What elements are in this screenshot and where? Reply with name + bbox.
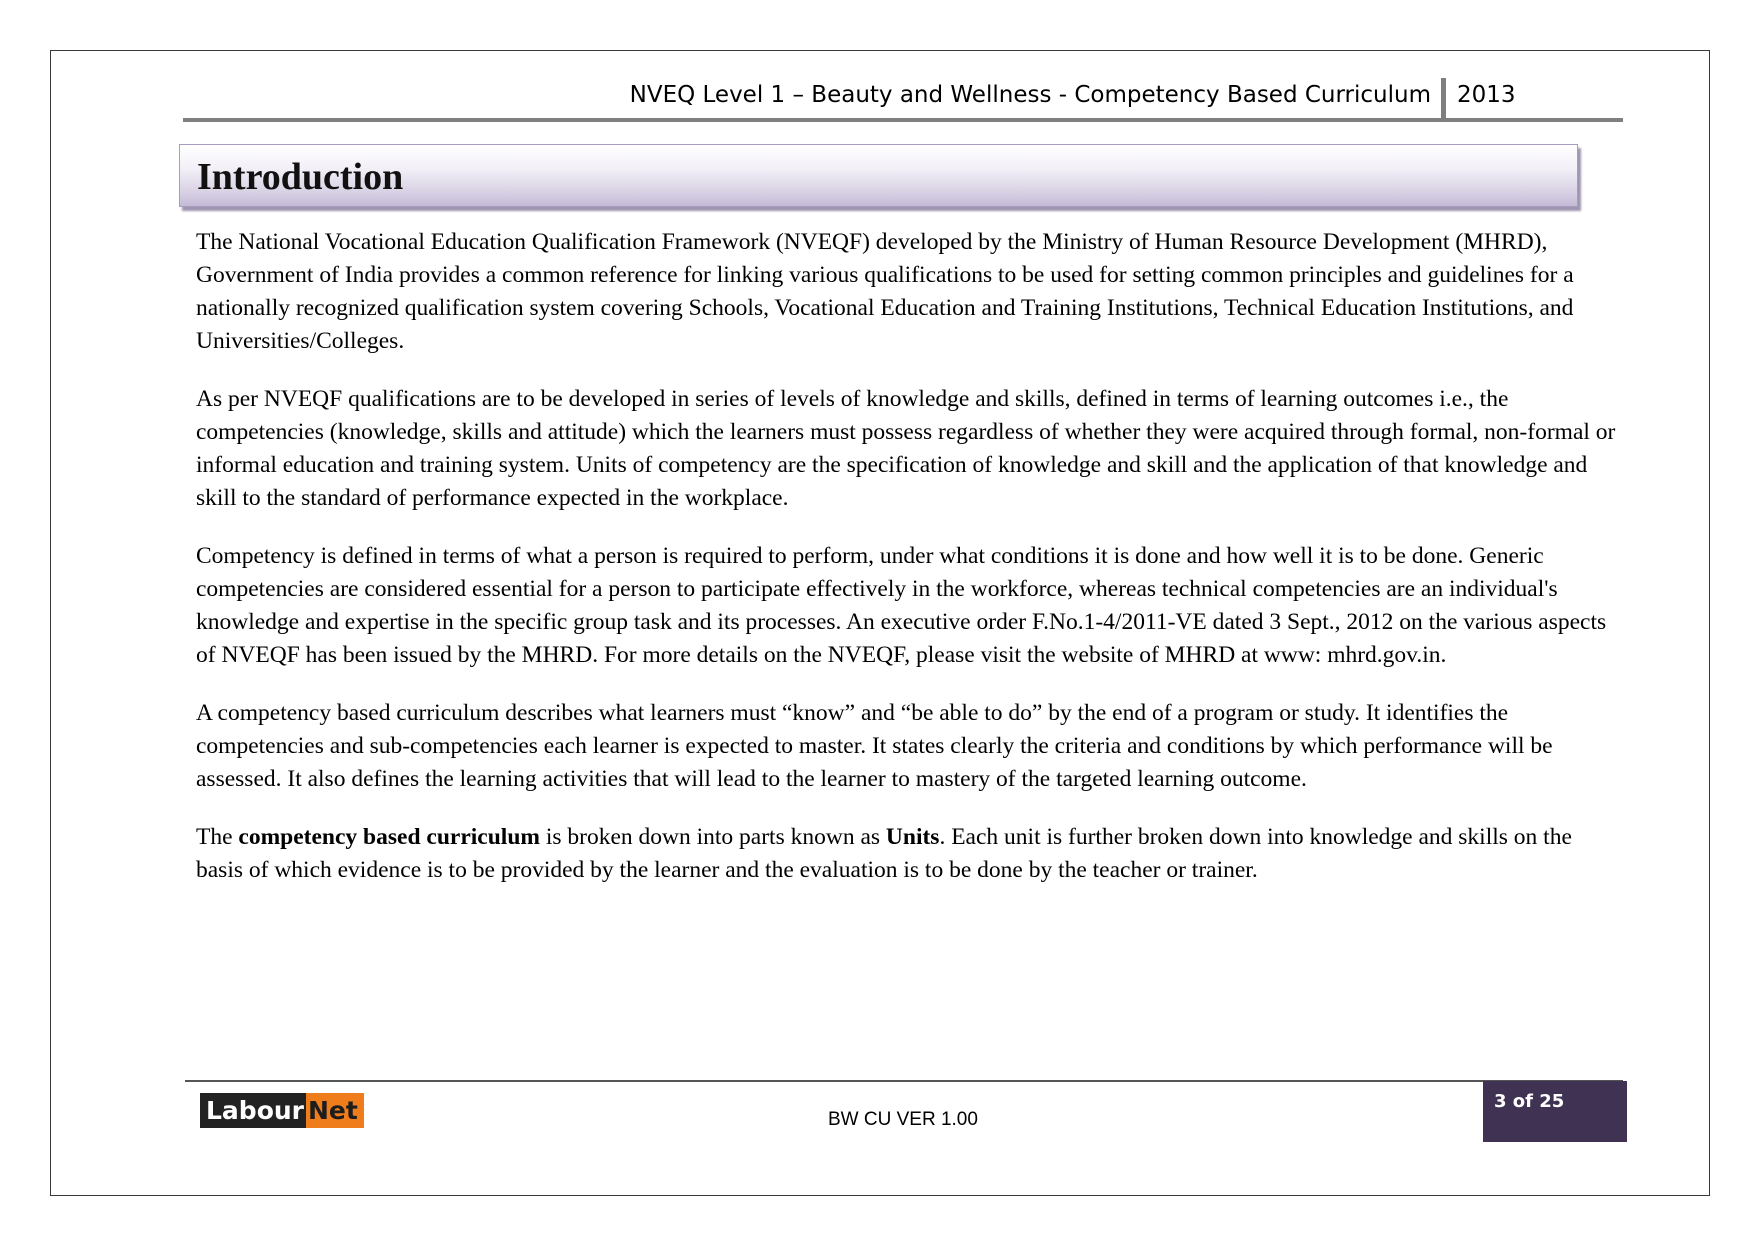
logo-text-net: Net <box>306 1093 364 1128</box>
paragraph-5-text: The <box>196 824 239 850</box>
bold-term-curriculum: competency based curriculum <box>238 824 540 850</box>
page-number-box <box>1483 1081 1627 1142</box>
paragraph-4: A competency based curriculum describes what learners must “know” and “be able to do” by the end of a program or study. It identifies the competencies and sub-competencies each learner is expected to master. It states clearly the criteria and conditions by which performance will be assessed. It also defines the learning activities that will lead to the learner to mastery of the targeted learning outcome. <box>196 700 1553 792</box>
body-content <box>196 226 1616 912</box>
section-heading-box <box>179 144 1578 207</box>
paragraph-5-text: is broken down into parts known as <box>539 824 886 850</box>
footer-rule <box>185 1080 1623 1082</box>
page-header <box>183 78 1623 122</box>
page-number: 3 of 25 <box>1494 1091 1565 1112</box>
header-divider <box>1441 78 1446 122</box>
paragraph-3: Competency is defined in terms of what a person is required to perform, under what conditions it is done and how well it is to be done. Generic competencies are considered essential for a person to participate effectively in the workforce, whereas technical competencies are an individual's knowledge and expertise in the specific group task and its processes. An executive order F.No.1-4/2011-VE dated 3 Sept., 2012 on the various aspects of NVEQF has been issued by the MHRD. For more details on the NVEQF, please visit the website of MHRD at www: mhrd.gov.in. <box>196 543 1607 668</box>
section-title: Introduction <box>197 156 404 198</box>
labournet-logo <box>200 1093 364 1128</box>
header-year: 2013 <box>1457 82 1516 108</box>
bold-term-units: Units <box>885 824 940 850</box>
paragraph-5-text: . Each unit is further broken down into knowledge and skills on the basis of which evidence is to be provided by the learner and the evaluation is to be done by the teacher or trainer. <box>196 824 1572 883</box>
paragraph-1: The National Vocational Education Qualification Framework (NVEQF) developed by the Ministry of Human Resource Development (MHRD), Government of India provides a common reference for linking various qualifications to be used for setting common principles and guidelines for a nationally recognized qualification system covering Schools, Vocational Education and Training Institutions, Technical Education Institutions, and Universities/Colleges. <box>196 229 1574 354</box>
logo-text-labour: Labour <box>200 1093 306 1128</box>
paragraph-5 <box>196 821 1616 887</box>
paragraph-2: As per NVEQF qualifications are to be developed in series of levels of knowledge and skills, defined in terms of learning outcomes i.e., the competencies (knowledge, skills and attitude) which the learners must possess regardless of whether they were acquired through formal, non-formal or informal education and training system. Units of competency are the specification of knowledge and skill and the application of that knowledge and skill to the standard of performance expected in the workplace. <box>196 386 1616 511</box>
version-label: BW CU VER 1.00 <box>828 1109 978 1130</box>
header-title: NVEQ Level 1 – Beauty and Wellness - Competency Based Curriculum <box>629 82 1431 108</box>
